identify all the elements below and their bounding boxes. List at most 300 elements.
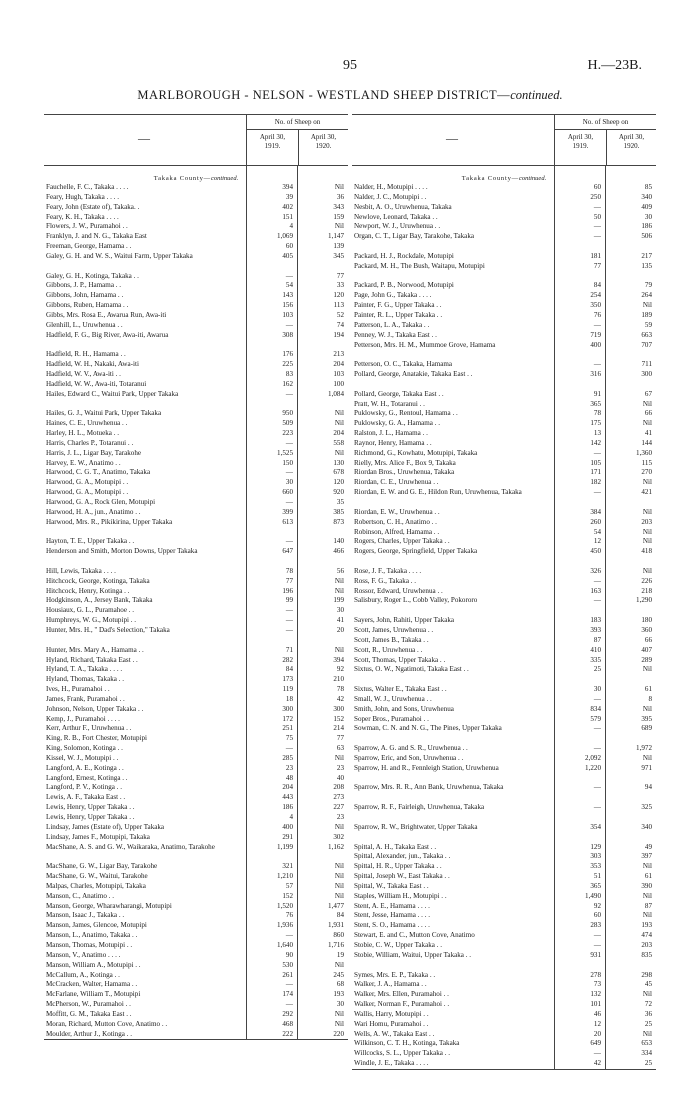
- table-row: [44, 754, 348, 764]
- table-row: [44, 902, 348, 912]
- table-row: [44, 616, 348, 626]
- sheep-1919: 142: [590, 438, 601, 447]
- sheep-1920: 204: [333, 360, 344, 369]
- sheep-1919: 261: [282, 970, 293, 979]
- sheep-1920: 689: [641, 724, 652, 733]
- table-row: [44, 813, 348, 823]
- sheep-1919: 834: [590, 704, 601, 713]
- table-row: [44, 350, 348, 360]
- owner-name: Manson, James, Glencoe, Motupipi: [46, 921, 147, 930]
- sheep-1919: 399: [282, 507, 293, 516]
- table-row: [44, 990, 348, 1000]
- sheep-1919: 73: [593, 980, 601, 989]
- table-row: [44, 656, 348, 666]
- table-row: [44, 587, 348, 597]
- table-row: [352, 931, 656, 941]
- sheep-1920: 113: [333, 301, 344, 310]
- owner-name: Stewart, E. and C., Mutton Cove, Anatimo: [354, 931, 475, 940]
- sheep-1920: 67: [644, 389, 652, 398]
- owner-name: Franklyn, J. and N. G., Takaka East: [46, 232, 147, 241]
- table-row: [44, 951, 348, 961]
- sheep-1920: Nil: [642, 399, 652, 408]
- owner-name: Stobie, C. W., Upper Takaka . .: [354, 940, 443, 949]
- owner-name: Hadfield, W. W., Awa-iti, Totaranui: [46, 379, 147, 388]
- sheep-1920: 1,290: [636, 596, 652, 605]
- owner-name: Kemp, J., Puramahoi . . . .: [46, 714, 120, 723]
- sheep-1920: Nil: [334, 1019, 344, 1028]
- owner-name: Harwood, G. A., Rock Glen, Motupipi: [46, 498, 156, 506]
- table-row: [352, 390, 656, 400]
- sheep-1920: 189: [641, 310, 652, 319]
- sheep-group-label: No. of Sheep on: [555, 115, 656, 130]
- sheep-1920: 8: [648, 694, 652, 703]
- sheep-1919: 76: [285, 911, 293, 920]
- sheep-1920: Nil: [334, 183, 344, 191]
- sheep-1919: 103: [282, 310, 293, 319]
- sheep-1919: —: [285, 931, 293, 940]
- table-row: [44, 537, 348, 547]
- page-title: [0, 88, 700, 103]
- sheep-1919: 174: [282, 990, 293, 999]
- sheep-1920: Nil: [334, 409, 344, 418]
- table-row: [44, 183, 348, 193]
- sheep-1920: 558: [333, 438, 344, 447]
- owner-name: Henderson and Smith, Morton Downs, Upper Takaka: [46, 547, 198, 556]
- col-1920-header: [298, 130, 349, 165]
- owner-name: Hadfield, F. G., Big River, Awa-iti, Awarua: [46, 330, 169, 339]
- owner-name: Staples, William H., Motupipi . .: [354, 891, 447, 900]
- col-1919-line1: April 30,: [567, 133, 594, 141]
- owner-name: Manson, C., Anatimo . .: [46, 891, 114, 900]
- table-row: [352, 636, 656, 646]
- sheep-1920: 1,084: [328, 389, 344, 398]
- sheep-1919: 509: [282, 419, 293, 428]
- owner-name: Langford, A. E., Kotinga . .: [46, 763, 124, 772]
- sheep-1919: 60: [593, 911, 601, 920]
- sheep-1920: Nil: [334, 645, 344, 654]
- owner-name: Sparrow, Eric, and Son, Uruwhenua . .: [354, 753, 464, 762]
- sheep-1920: 203: [641, 940, 652, 949]
- sheep-1920: Nil: [642, 1029, 652, 1038]
- sheep-1920: 140: [333, 537, 344, 546]
- sheep-1919: 350: [590, 301, 601, 310]
- sheep-1920: 390: [641, 881, 652, 890]
- sheep-1919: —: [593, 448, 601, 457]
- sheep-1919: 365: [590, 881, 601, 890]
- table-row: [352, 291, 656, 301]
- owner-name: Hill, Lewis, Takaka . . . .: [46, 566, 116, 575]
- table-row: [352, 488, 656, 508]
- table-row: [44, 744, 348, 754]
- owner-name: Painter, F. G., Upper Takaka . .: [354, 301, 442, 310]
- table-row: [44, 1020, 348, 1030]
- table-row: [44, 478, 348, 488]
- table-row: [44, 1000, 348, 1010]
- sheep-1920: 385: [333, 507, 344, 516]
- sheep-1920: 20: [336, 625, 344, 634]
- table-row: [44, 547, 348, 567]
- sheep-1920: 835: [641, 950, 652, 959]
- left-table: [44, 114, 348, 1040]
- sheep-1919: 402: [282, 202, 293, 211]
- owner-name: Sixtus, Walter E., Takaka East . .: [354, 685, 447, 694]
- sheep-1919: 129: [590, 842, 601, 851]
- sheep-1919: 175: [590, 419, 601, 428]
- table-row: [352, 656, 656, 666]
- table-row: [352, 1059, 656, 1069]
- sheep-1919: 75: [285, 734, 293, 743]
- sheep-1920: Nil: [642, 753, 652, 762]
- sheep-1919: 119: [282, 685, 293, 694]
- table-row: [352, 892, 656, 902]
- sheep-1920: 186: [641, 222, 652, 231]
- sheep-1919: 400: [282, 822, 293, 831]
- sheep-1919: 51: [593, 872, 601, 881]
- sheep-1920: 120: [333, 478, 344, 487]
- sheep-1919: 39: [285, 192, 293, 201]
- left-table-header: [44, 114, 348, 166]
- table-row: [44, 439, 348, 449]
- owner-name: Salisbury, Roger L., Cobb Valley, Pokororo: [354, 596, 478, 605]
- sheep-1920: 1,972: [636, 744, 652, 753]
- title-suffix: continued.: [510, 88, 563, 102]
- sheep-1920: 35: [336, 498, 344, 506]
- sheep-1919: 450: [590, 547, 601, 556]
- table-row: [352, 468, 656, 478]
- owner-name: Wari Homu, Puramahoi . .: [354, 1019, 429, 1028]
- owner-name: Scott, Thomas, Upper Takaka . .: [354, 655, 446, 664]
- sheep-1919: 443: [282, 793, 293, 802]
- sheep-1920: 78: [336, 685, 344, 694]
- sheep-1920: 72: [644, 1000, 652, 1009]
- owner-name: Sowman, C. N. and N. G., The Pines, Upper Takaka: [354, 724, 502, 733]
- owner-name: Walker, Norman F., Puramahoi . .: [354, 1000, 450, 1009]
- table-row: [44, 331, 348, 351]
- table-row: [44, 203, 348, 213]
- table-row: [44, 213, 348, 223]
- owner-name: Hayton, T. E., Upper Takaka . .: [46, 537, 135, 546]
- col-1919-header: [555, 130, 607, 165]
- owner-name: Organ, C. T., Ligar Bay, Tarakohe, Takaka: [354, 232, 475, 241]
- sheep-1919: 4: [289, 222, 293, 231]
- table-row: [44, 862, 348, 872]
- sheep-1920: 152: [333, 714, 344, 723]
- sheep-1919: 12: [593, 1019, 601, 1028]
- sheep-1920: 214: [333, 724, 344, 733]
- owner-name: Manson, William A., Motupipi . .: [46, 960, 141, 969]
- owner-name: Haines, C. E., Uruwhenua . .: [46, 419, 128, 428]
- owner-name: Hyland, T. A., Takaka . . . .: [46, 665, 123, 674]
- owner-name: Richmond, G., Kowhatu, Motupipi, Takaka: [354, 448, 478, 457]
- owner-name: Johnson, Nelson, Upper Takaka . .: [46, 704, 144, 713]
- sheep-1920: 33: [336, 281, 344, 290]
- sheep-1920: 971: [641, 763, 652, 772]
- sheep-1920: 407: [641, 645, 652, 654]
- sheep-1920: 25: [644, 1059, 652, 1068]
- sheep-1920: Nil: [334, 881, 344, 890]
- owner-name: Rossor, Edward, Uruwhenua . .: [354, 586, 443, 595]
- sheep-1920: 273: [333, 793, 344, 802]
- table-row: [44, 577, 348, 587]
- owner-name: McFarlane, William T., Motupipi: [46, 990, 141, 999]
- county-name: Takaka County—: [153, 175, 211, 182]
- owner-name: Symes, Mrs. E. P., Takaka . .: [354, 970, 436, 979]
- owner-name: Penney, W. J., Takaka East . .: [354, 330, 437, 339]
- table-row: [352, 400, 656, 410]
- owner-name: Packard, P. B., Norwood, Motupipi: [354, 281, 454, 290]
- table-row: [352, 754, 656, 764]
- column-divider: [554, 166, 555, 1069]
- sheep-1919: 71: [285, 645, 293, 654]
- sheep-1919: 278: [590, 970, 601, 979]
- sheep-1920: 77: [336, 271, 344, 280]
- sheep-1919: 530: [282, 960, 293, 969]
- sheep-1919: 30: [593, 685, 601, 694]
- table-row: [44, 734, 348, 744]
- col-1919-line2: 1919.: [264, 142, 281, 150]
- sheep-1920: 707: [641, 340, 652, 349]
- table-row: [352, 646, 656, 656]
- sheep-1920: Nil: [334, 419, 344, 428]
- sheep-1920: 343: [333, 202, 344, 211]
- sheep-1919: 2,092: [585, 753, 601, 762]
- table-row: [352, 862, 656, 872]
- owner-name: Spittal, Joseph W., East Takaka . .: [354, 872, 450, 881]
- sheep-1919: 283: [590, 921, 601, 930]
- table-row: [352, 213, 656, 223]
- sheep-1920: Nil: [642, 566, 652, 575]
- table-row: [352, 587, 656, 597]
- sheep-1920: 41: [644, 429, 652, 438]
- sheep-1920: 66: [644, 409, 652, 418]
- sheep-1920: 139: [333, 242, 344, 251]
- sheep-1920: Nil: [334, 1009, 344, 1018]
- sheep-1920: 30: [336, 1000, 344, 1009]
- table-row: [44, 695, 348, 705]
- owner-name: Langford, Ernest, Kotinga . .: [46, 773, 128, 782]
- owner-name: MacShane, G. W., Waitui, Tarakohe: [46, 872, 148, 881]
- sheep-1920: 103: [333, 370, 344, 379]
- owner-name: Stent, S. O., Hamama . . . .: [354, 921, 430, 930]
- sheep-1920: 474: [641, 931, 652, 940]
- table-row: [44, 311, 348, 321]
- sheep-1919: 83: [285, 370, 293, 379]
- sheep-1920: 394: [333, 655, 344, 664]
- sheep-1920: 264: [641, 291, 652, 300]
- sheep-1920: 421: [641, 488, 652, 497]
- sheep-1920: 42: [336, 694, 344, 703]
- sheep-1919: —: [593, 783, 601, 792]
- sheep-1919: 12: [593, 537, 601, 546]
- sheep-1920: 19: [336, 950, 344, 959]
- owner-name: Sparrow, H. and R., Fennleigh Station, Uruwhenua: [354, 763, 499, 772]
- sheep-1919: 393: [590, 625, 601, 634]
- sheep-1920: 466: [333, 547, 344, 556]
- sheep-1919: 1,490: [585, 891, 601, 900]
- sheep-1920: 79: [644, 281, 652, 290]
- sheep-1919: 18: [285, 694, 293, 703]
- owner-name: Hunter, Mrs. Mary A., Hamama . .: [46, 645, 144, 654]
- owner-name: Newport, W. J., Uruwhenua . .: [354, 222, 441, 231]
- sheep-1919: —: [285, 498, 293, 506]
- owner-name: Sixtus, O. W., Ngatimoti, Takaka East . .: [354, 665, 469, 674]
- table-row: [352, 360, 656, 370]
- table-row: [352, 596, 656, 616]
- owner-name: Malpas, Charles, Motupipi, Takaka: [46, 881, 146, 890]
- sheep-1920: 36: [644, 1009, 652, 1018]
- table-row: [352, 321, 656, 331]
- sheep-1919: 1,640: [277, 940, 293, 949]
- table-row: [44, 705, 348, 715]
- owner-name: Manson, L., Anatimo, Takaka . .: [46, 931, 138, 940]
- owner-name: Patterson, L. A., Takaka . .: [354, 320, 430, 329]
- sheep-1919: 152: [282, 891, 293, 900]
- right-table: [352, 114, 656, 1070]
- sheep-1920: 397: [641, 852, 652, 861]
- sheep-1919: 326: [590, 566, 601, 575]
- sheep-1919: 300: [282, 704, 293, 713]
- owner-name: Hitchcock, Henry, Kotinga . .: [46, 586, 130, 595]
- table-row: [352, 567, 656, 577]
- sheep-1920: 77: [336, 734, 344, 743]
- owner-name: Humphreys, W. G., Motupipi . .: [46, 616, 137, 625]
- table-row: [44, 783, 348, 793]
- sheep-1919: —: [593, 940, 601, 949]
- owner-name: Robertson, C. H., Anatimo . .: [354, 517, 437, 526]
- sheep-1919: —: [593, 222, 601, 231]
- owner-name: Kerr, Arthur F., Uruwhenua . .: [46, 724, 132, 733]
- sheep-1919: 84: [285, 665, 293, 674]
- table-row: [352, 183, 656, 193]
- sheep-1920: 30: [336, 606, 344, 615]
- sheep-1920: Nil: [642, 507, 652, 516]
- table-row: [44, 301, 348, 311]
- table-row: [352, 547, 656, 567]
- sheep-1920: 59: [644, 320, 652, 329]
- table-row: [44, 222, 348, 232]
- sheep-1919: 316: [590, 370, 601, 379]
- table-row: [44, 872, 348, 882]
- owner-name: Harwood, G. A., Motupipi . .: [46, 488, 129, 497]
- sheep-1919: 54: [285, 281, 293, 290]
- table-row: [352, 724, 656, 744]
- owner-name: Pollard, George, Takaka East . .: [354, 389, 444, 398]
- sheep-1919: 57: [285, 881, 293, 890]
- sheep-1919: —: [285, 616, 293, 625]
- owner-name: Hadfield, W. H., Nakaki, Awa-iti: [46, 360, 139, 369]
- col-1920-line2: 1920.: [623, 142, 640, 150]
- sheep-1920: Nil: [642, 891, 652, 900]
- owner-name: Wells, A. W., Takaka East . .: [354, 1029, 435, 1038]
- sheep-1919: —: [285, 320, 293, 329]
- table-row: [352, 577, 656, 587]
- owner-name: Petterson, O. C., Takaka, Hamama: [354, 360, 453, 369]
- sheep-1920: 1,162: [328, 842, 344, 851]
- owner-name: Smith, John, and Sons, Uruwhenua: [354, 704, 454, 713]
- sheep-1919: 931: [590, 950, 601, 959]
- table-row: [352, 252, 656, 262]
- table-row: [352, 744, 656, 754]
- table-row: [352, 331, 656, 341]
- sheep-1919: 308: [282, 330, 293, 339]
- owner-name: Painter, R. L., Upper Takaka . .: [354, 310, 443, 319]
- sheep-1920: Nil: [334, 862, 344, 871]
- table-row: [44, 1030, 348, 1040]
- sheep-1920: 270: [641, 468, 652, 477]
- sheep-1920: 220: [333, 1029, 344, 1038]
- sheep-1919: 365: [590, 399, 601, 408]
- sheep-1919: 250: [590, 192, 601, 201]
- sheep-1920: 180: [641, 616, 652, 625]
- sheep-1920: Nil: [334, 586, 344, 595]
- table-row: [44, 941, 348, 951]
- sheep-1920: 74: [336, 320, 344, 329]
- owner-name: Walker, J. A., Hamama . .: [354, 980, 427, 989]
- sheep-1920: 49: [644, 842, 652, 851]
- sheep-1919: 186: [282, 803, 293, 812]
- owner-name: Gibbons, John, Hamama . .: [46, 291, 124, 300]
- sheep-1919: 251: [282, 724, 293, 733]
- table-row: [352, 193, 656, 203]
- owner-name: Robinson, Alfred, Hamama . .: [354, 527, 440, 536]
- name-column-header: —: [446, 131, 458, 145]
- left-table-body: [44, 166, 348, 1040]
- owner-name: Stent, Jesse, Hamama . . . .: [354, 911, 431, 920]
- owner-name: Flowers, J. W., Puramahoi . .: [46, 222, 128, 231]
- sheep-1919: 50: [593, 212, 601, 221]
- owner-name: Hyland, Richard, Takaka East . .: [46, 655, 138, 664]
- sheep-1920: 409: [641, 202, 652, 211]
- owner-name: Hunter, Mrs. H., " Dad's Selection," Takaka: [46, 625, 170, 634]
- sheep-1920: 210: [333, 675, 344, 684]
- sheep-1919: 183: [590, 616, 601, 625]
- owner-name: Sayers, John, Rahiti, Upper Takaka: [354, 616, 455, 625]
- sheep-1920: 87: [644, 901, 652, 910]
- table-row: [44, 518, 348, 538]
- table-row: [44, 468, 348, 478]
- owner-name: Ralston, J. L., Hamama . .: [354, 429, 428, 438]
- sheep-1920: Nil: [642, 665, 652, 674]
- sheep-1920: 61: [644, 685, 652, 694]
- table-row: [352, 508, 656, 518]
- owner-name: King, R. B., Fort Chester, Motupipi: [46, 734, 148, 743]
- owner-name: Lewis, Henry, Upper Takaka . .: [46, 803, 135, 812]
- sheep-1919: 163: [590, 586, 601, 595]
- owner-name: Page, John G., Takaka . . . .: [354, 291, 432, 300]
- county-suffix: continued.: [210, 175, 239, 182]
- owner-name: Willcocks, S. L., Upper Takaka . .: [354, 1049, 451, 1058]
- sheep-1920: Nil: [642, 301, 652, 310]
- table-row: [44, 508, 348, 518]
- owner-name: MacShane, A. S. and G. W., Waikaraka, Anatimo, Tarakohe: [46, 842, 215, 851]
- owner-name: Pratt, W. H., Totaranui . .: [354, 399, 425, 408]
- sheep-1920: 1,477: [328, 901, 344, 910]
- sheep-1920: 45: [644, 980, 652, 989]
- owner-name: Small, W. J., Uruwhenua . .: [354, 694, 432, 703]
- owner-name: Harwood, H. A., jun., Anatimo . .: [46, 507, 141, 516]
- table-row: [352, 1030, 656, 1040]
- sheep-1920: 300: [641, 370, 652, 379]
- owner-name: Harris, J. L., Ligar Bay, Tarakohe: [46, 448, 142, 457]
- sheep-1920: 159: [333, 212, 344, 221]
- sheep-1919: 105: [590, 458, 601, 467]
- owner-name: Housiaux, G. L., Puramahoe . .: [46, 606, 135, 615]
- table-row: [352, 990, 656, 1000]
- sheep-1920: Nil: [334, 753, 344, 762]
- owner-name: Spittal, Alexander, jun., Takaka . .: [354, 852, 451, 861]
- sheep-1919: 282: [282, 655, 293, 664]
- table-row: [44, 911, 348, 921]
